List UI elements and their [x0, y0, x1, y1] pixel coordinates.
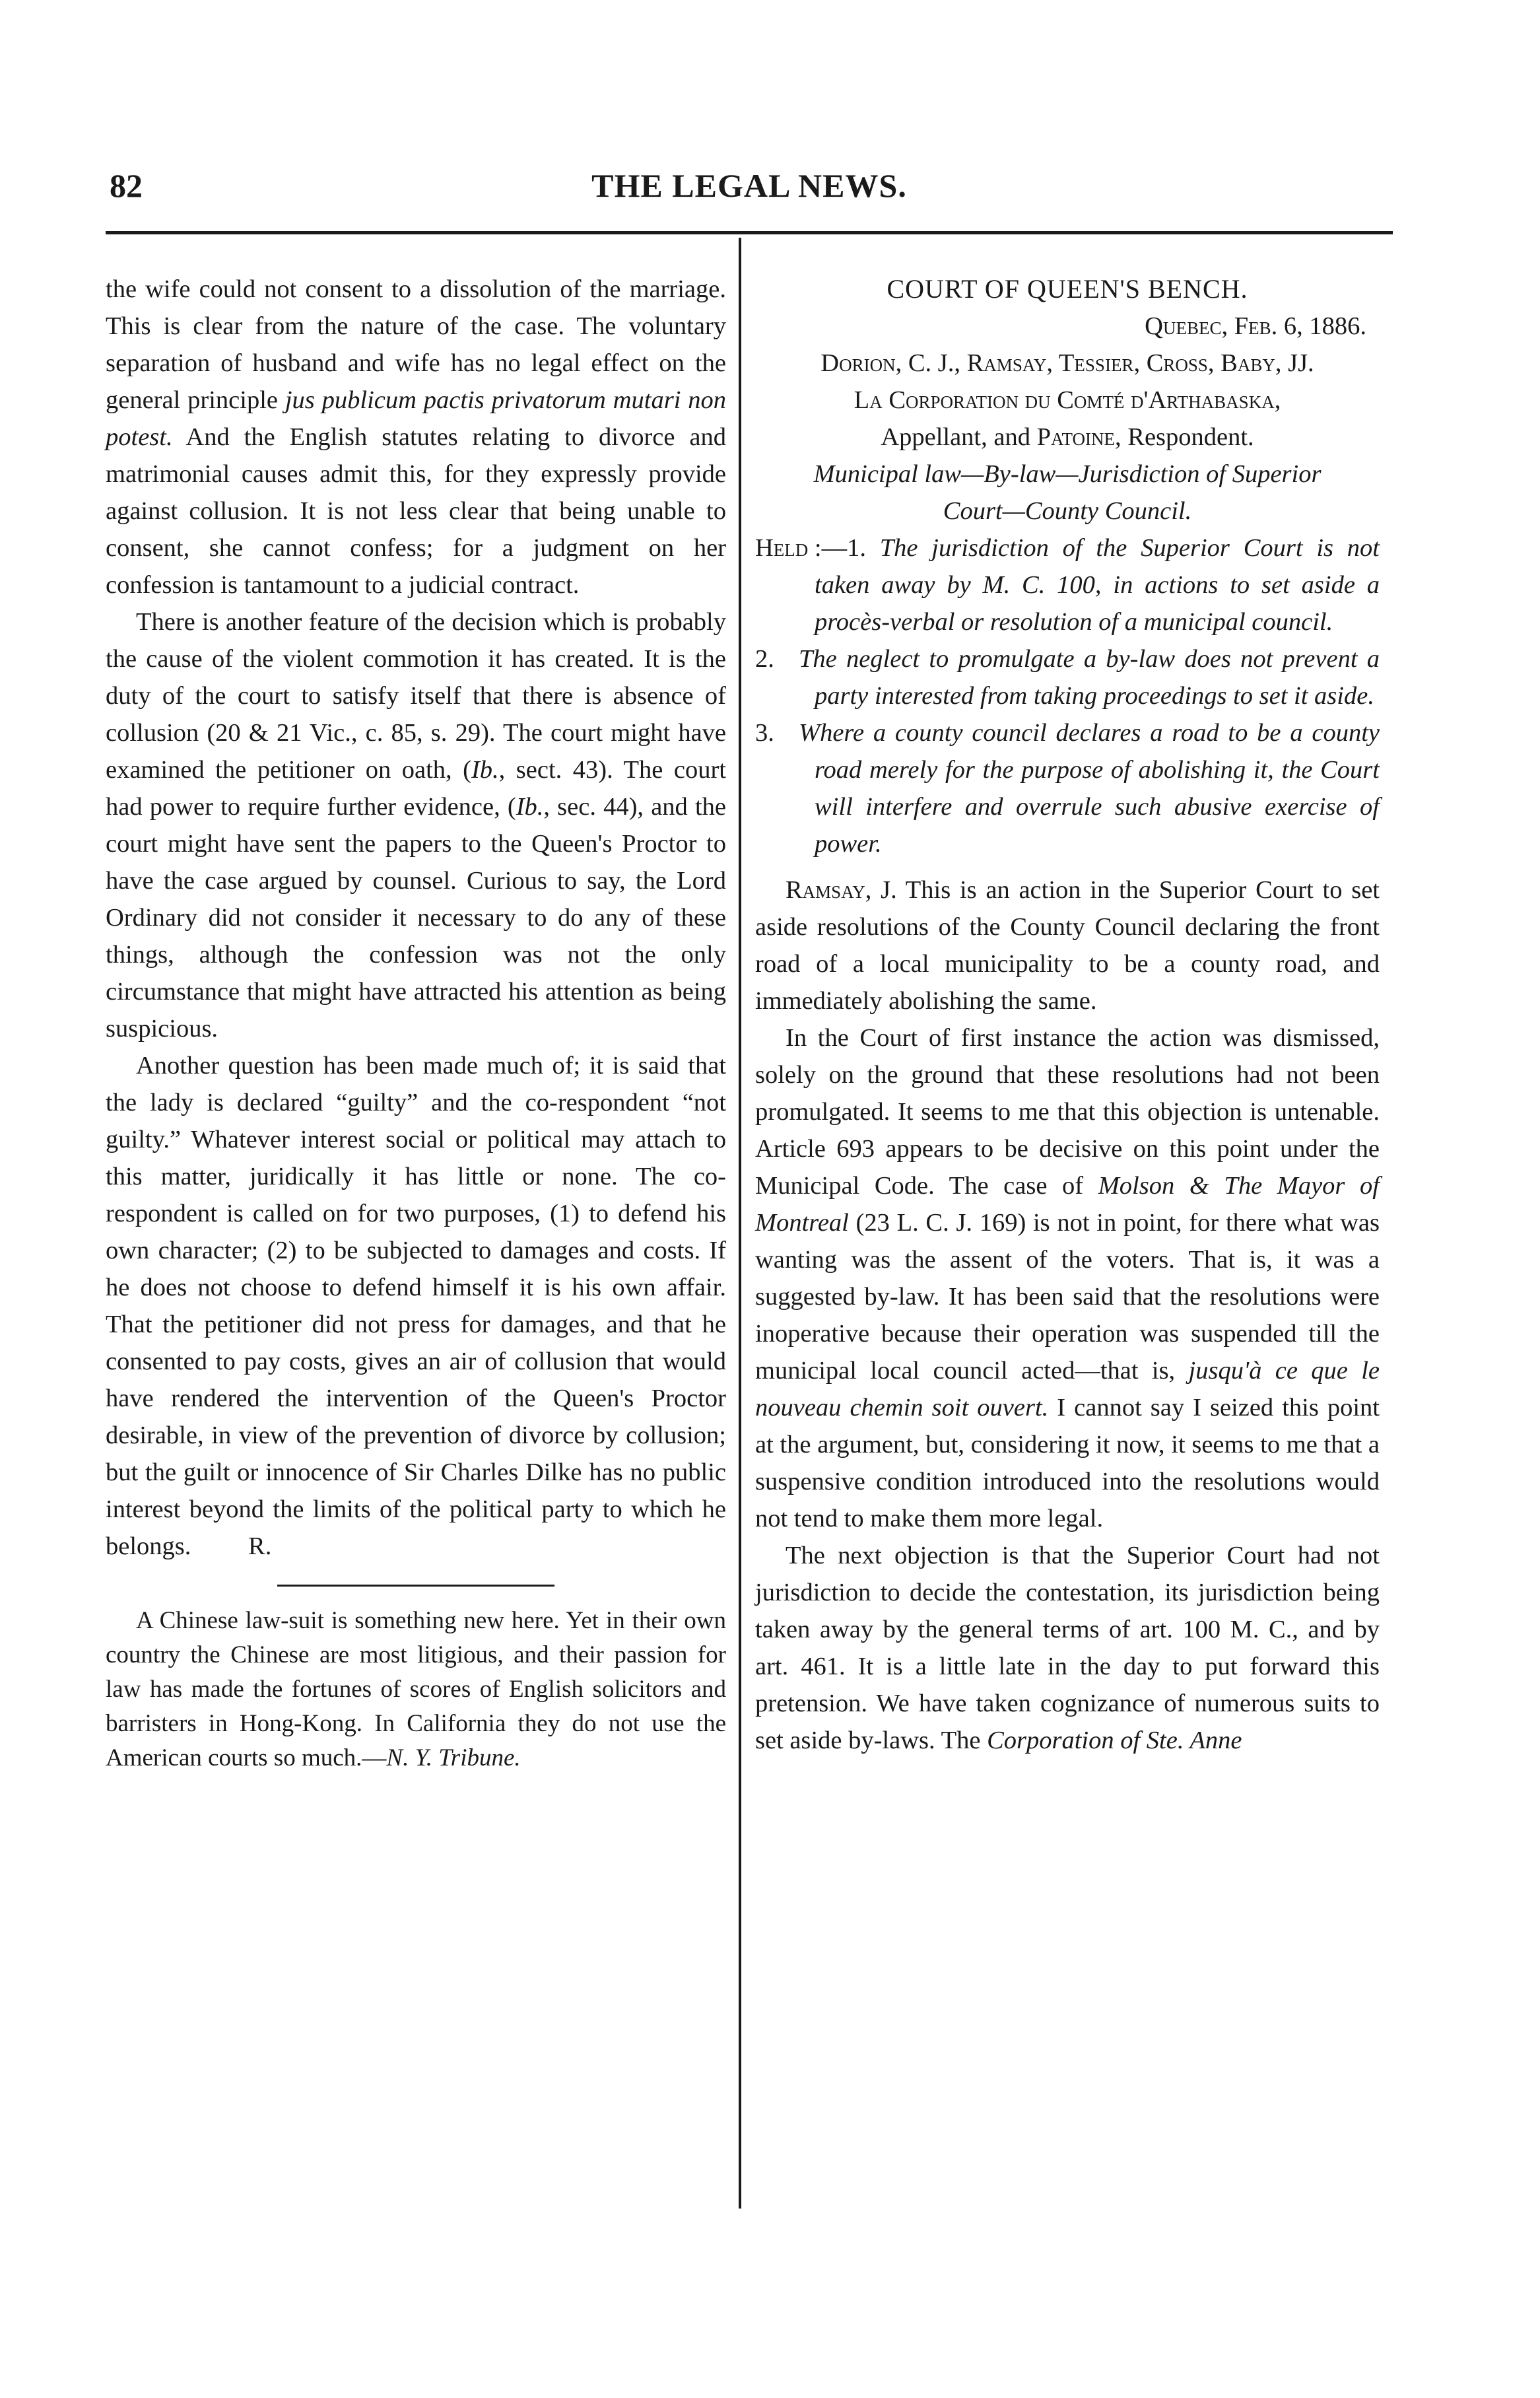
page-header	[106, 166, 1393, 213]
case-parties: La Corporation du Comté d'Arthabaska, Appellant, and Patoine, Respondent.	[854, 386, 1281, 451]
column-divider	[739, 238, 741, 2209]
case-subject: Municipal law—By-law—Jurisdiction of Superior Court—County Council.	[813, 460, 1322, 525]
right-column	[755, 271, 1380, 1759]
section-separator	[277, 1585, 554, 1587]
held-item-3: 3. Where a county council declares a road to be a county road merely for the purpose of abolishing it, the Court will interfere and overrule such abusive exercise of power.	[755, 719, 1380, 858]
right-paragraph-2: In the Court of first instance the action was dismissed, solely on the ground that these resolutions had not been promulgated. It seems to me that this objection is untenable. Article 693 appears to be decisive on this point under the Municipal Code. The case of Molson & The Mayor of Montreal (23 L. C. J. 169) is not in point, for there what was wanting was the assent of the voters. That is, it was a suggested by-law. It has been said that the resolutions were inoperative because their operation was suspended till the municipal local council acted—that is, jusqu'à ce que le nouveau chemin soit ouvert. I cannot say I seized this point at the argument, but, considering it now, it seems to me that a suspensive condition introduced into the resolutions would not tend to make them more legal.	[755, 1024, 1380, 1532]
held-item-2: 2. The neglect to promulgate a by-law does not prevent a party interested from taking proceedings to set it aside.	[755, 645, 1380, 710]
right-paragraph-1: Ramsay, J. This is an action in the Superior Court to set aside resolutions of the County Council declaring the front road of a local municipality to be a county road, and immediately abolishing the same.	[755, 876, 1380, 1015]
signature: R.	[248, 1532, 272, 1560]
journal-title: THE LEGAL NEWS.	[591, 167, 907, 204]
left-paragraph-1: the wife could not consent to a dissolution of the marriage. This is clear from the nature of the case. The voluntary separation of husband and wife has no legal effect on the general principle jus publicum pactis privatorum mutari non potest. And the English statutes relating to divorce and matrimonial causes admit this, for they expressly provide against collusion. It is not less clear that being unable to consent, she cannot confess; for a judgment on her confession is tantamount to a judicial contract.	[106, 275, 726, 599]
chinese-lawsuit-note: A Chinese law-suit is something new here. Yet in their own country the Chinese are most litigious, and their passion for law has made the fortunes of scores of English solicitors and barristers in Hong-Kong. In California they do not use the American courts so much.—N. Y. Tribune.	[106, 1607, 726, 1771]
dateline: Quebec, Feb. 6, 1886.	[1145, 312, 1366, 340]
right-paragraph-3: The next objection is that the Superior Court had not jurisdiction to decide the contestation, its jurisdiction being taken away by the general terms of art. 100 M. C., and by art. 461. It is a little late in the day to put forward this pretension. We have taken cognizance of numerous suits to set aside by-laws. The Corporation of Ste. Anne	[755, 1542, 1380, 1754]
judges-list: Dorion, C. J., Ramsay, Tessier, Cross, Baby, JJ.	[820, 349, 1314, 377]
left-paragraph-2: There is another feature of the decision which is probably the cause of the violent commotion it has created. It is the duty of the court to satisfy itself that there is absence of collusion (20 & 21 Vic., c. 85, s. 29). The court might have examined the petitioner on oath, (Ib., sect. 43). The court had power to require further evidence, (Ib., sec. 44), and the court might have sent the papers to the Queen's Proctor to have the case argued by counsel. Curious to say, the Lord Ordinary did not consider it necessary to do any of these things, although the confession was not the only circumstance that might have attracted his attention as being suspicious.	[106, 608, 726, 1043]
page-number: 82	[110, 167, 143, 204]
left-paragraph-3: Another question has been made much of; it is said that the lady is declared “guilty” and the co-respondent “not guilty.” Whatever interest social or political may attach to this matter, juridically it has little or none. The co-respondent is called on for two purposes, (1) to defend his own character; (2) to be subjected to damages and costs. If he does not choose to defend himself it is his own affair. That the petitioner did not press for damages, and that he consented to pay costs, gives an air of collusion that would have rendered the intervention of the Queen's Proctor desirable, in view of the prevention of divorce by collusion; but the guilt or innocence of Sir Charles Dilke has no public interest beyond the limits of the political party to which he belongs. R.	[106, 1052, 726, 1560]
judge-speaker: Ramsay, J.	[786, 876, 897, 904]
header-rule	[106, 231, 1393, 234]
held-item-1: Held :—1. The jurisdiction of the Superior Court is not taken away by M. C. 100, in actions to set aside a procès-verbal or resolution of a municipal council.	[755, 530, 1380, 640]
left-column	[106, 271, 726, 1775]
held-label: Held :—	[755, 534, 848, 562]
court-heading: COURT OF QUEEN'S BENCH.	[887, 274, 1248, 304]
